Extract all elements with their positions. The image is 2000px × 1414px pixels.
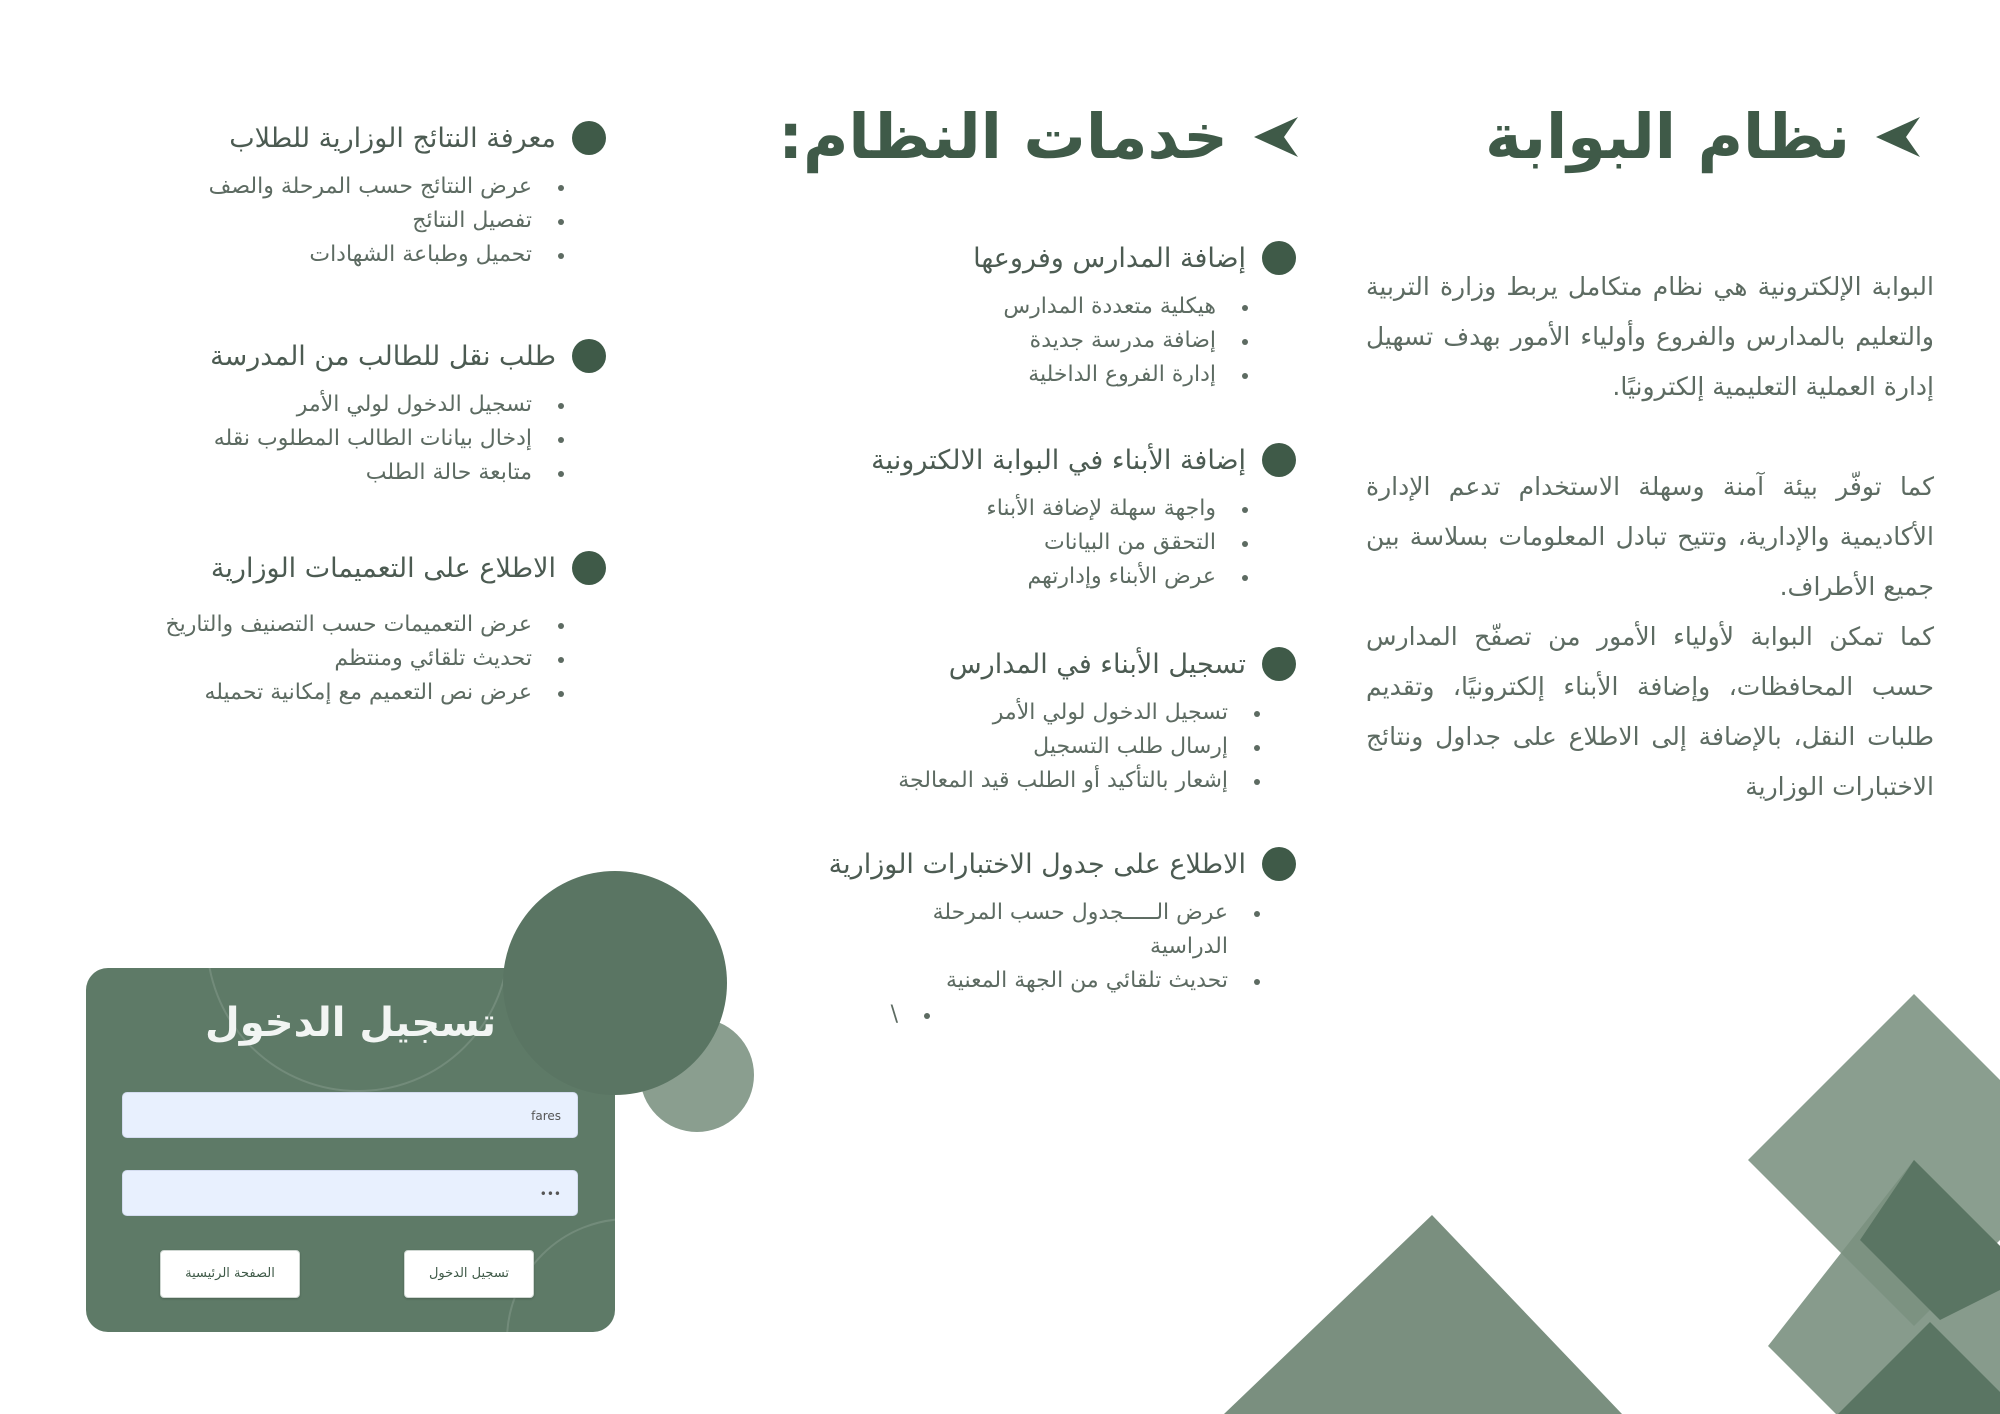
service-section xyxy=(829,844,1296,1032)
dot-icon xyxy=(572,121,606,155)
list-item: عرض الأبناء وإدارتهم xyxy=(871,560,1248,594)
list-item: تفصيل النتائج xyxy=(209,204,564,238)
login-title: تسجيل الدخول xyxy=(205,1000,496,1046)
intro-paragraph: كما تمكن البوابة لأولياء الأمور من تصفّح المدارس حسب المحافظات، وإضافة الأبناء إلكترونيًا، وتقديم طلبات النقل، بالإضافة إلى الاطلاع على جداول ونتائج الاختبارات الوزارية xyxy=(1366,622,1934,801)
list-item: إشعار بالتأكيد أو الطلب قيد المعالجة xyxy=(898,764,1260,798)
section-title-text: تسجيل الأبناء في المدارس xyxy=(948,648,1246,680)
bullet-list xyxy=(973,290,1296,392)
dot-icon xyxy=(1262,443,1296,477)
bullet-list xyxy=(890,896,1296,1032)
intro-paragraph: كما توفّر بيئة آمنة وسهلة الاستخدام تدعم الإدارة الأكاديمية والإدارية، وتتيح تبادل المعلومات بسلاسة بين جميع الأطراف. xyxy=(1366,472,1934,601)
section-title xyxy=(209,118,606,158)
services-heading-text: خدمات النظام: xyxy=(778,100,1228,173)
list-item: إضافة مدرسة جديدة xyxy=(973,324,1248,358)
section-title-text: إضافة المدارس وفروعها xyxy=(973,242,1246,274)
service-section xyxy=(871,440,1296,594)
list-item: إرسال طلب التسجيل xyxy=(898,730,1260,764)
section-title-text: معرفة النتائج الوزارية للطلاب xyxy=(229,122,556,154)
bullet-list xyxy=(209,170,606,272)
bullet-list xyxy=(210,388,606,490)
list-item: عرض النتائج حسب المرحلة والصف xyxy=(209,170,564,204)
section-title xyxy=(829,844,1296,884)
list-item: عرض نص التعميم مع إمكانية تحميله xyxy=(165,676,564,710)
list-item: عرض الـــــجدول حسب المرحلة الدراسية xyxy=(928,896,1260,964)
service-section xyxy=(898,644,1296,798)
intro-paragraph: البوابة الإلكترونية هي نظام متكامل يربط وزارة التربية والتعليم بالمدارس والفروع وأولياء الأمور بهدف تسهيل إدارة العملية التعليمية إلكترونيًا. xyxy=(1366,272,1934,401)
dot-icon xyxy=(1262,647,1296,681)
service-section xyxy=(210,336,606,490)
service-section xyxy=(165,548,606,710)
arrow-left-icon xyxy=(1876,117,1920,157)
portal-heading xyxy=(1485,100,1920,173)
dot-icon xyxy=(572,551,606,585)
list-item: تحديث تلقائي من الجهة المعنية xyxy=(900,964,1260,998)
section-title xyxy=(898,644,1296,684)
section-title xyxy=(210,336,606,376)
dot-icon xyxy=(572,339,606,373)
service-section xyxy=(209,118,606,272)
list-item: \ xyxy=(898,998,930,1032)
section-title xyxy=(973,238,1296,278)
password-field[interactable]: ••• xyxy=(122,1170,578,1216)
list-item: هيكلية متعددة المدارس xyxy=(973,290,1248,324)
list-item: تحديث تلقائي ومنتظم xyxy=(165,642,564,676)
section-title-text: الاطلاع على جدول الاختبارات الوزارية xyxy=(828,848,1246,880)
section-title-text: الاطلاع على التعميمات الوزارية xyxy=(210,552,556,584)
list-item: التحقق من البيانات xyxy=(871,526,1248,560)
login-button[interactable]: تسجيل الدخول xyxy=(404,1250,534,1298)
username-field[interactable]: fares xyxy=(122,1092,578,1138)
bullet-list xyxy=(871,492,1296,594)
section-title-text: إضافة الأبناء في البوابة الالكترونية xyxy=(871,444,1246,476)
list-item: تسجيل الدخول لولي الأمر xyxy=(898,696,1260,730)
arrow-left-icon xyxy=(1254,117,1298,157)
portal-heading-text: نظام البوابة xyxy=(1485,100,1850,173)
bullet-list xyxy=(898,696,1296,798)
dot-icon xyxy=(1262,847,1296,881)
list-item: عرض التعميمات حسب التصنيف والتاريخ xyxy=(165,608,564,642)
circle-large xyxy=(502,870,732,1100)
section-title xyxy=(165,548,606,588)
triangle-shape xyxy=(1224,1215,1622,1414)
list-item: إدارة الفروع الداخلية xyxy=(973,358,1248,392)
list-item: واجهة سهلة لإضافة الأبناء xyxy=(871,492,1248,526)
list-item: متابعة حالة الطلب xyxy=(210,456,564,490)
portal-intro xyxy=(1366,262,1934,812)
bullet-list xyxy=(165,608,606,710)
list-item: إدخال بيانات الطالب المطلوب نقله xyxy=(210,422,564,456)
services-heading xyxy=(778,100,1298,173)
home-button[interactable]: الصفحة الرئيسية xyxy=(160,1250,300,1298)
dot-icon xyxy=(1262,241,1296,275)
section-title-text: طلب نقل للطالب من المدرسة xyxy=(210,340,556,372)
list-item: تسجيل الدخول لولي الأمر xyxy=(210,388,564,422)
list-item: تحميل وطباعة الشهادات xyxy=(209,238,564,272)
section-title xyxy=(871,440,1296,480)
service-section xyxy=(973,238,1296,392)
